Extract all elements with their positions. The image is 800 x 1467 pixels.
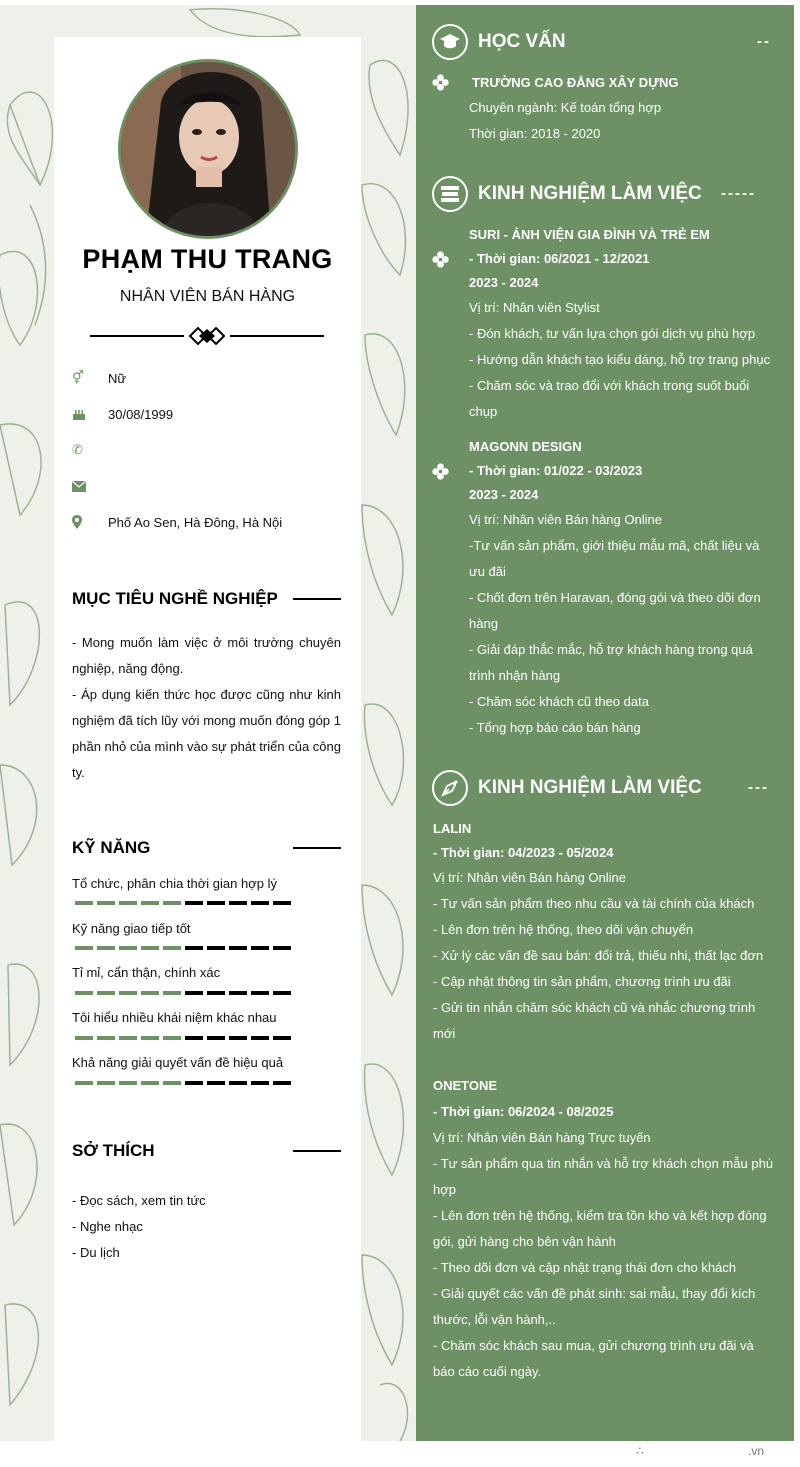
skill-segment-filled bbox=[75, 946, 93, 950]
skill-segment-filled bbox=[75, 901, 93, 905]
gender-icon: ⚥ bbox=[72, 370, 84, 385]
skill-segment-empty bbox=[273, 991, 291, 995]
avatar bbox=[118, 59, 298, 239]
experience2-header bbox=[432, 770, 702, 806]
job-position: Vị trí: Nhân viên Bán hàng Trực tuyến bbox=[433, 1130, 651, 1145]
education-dash: -- bbox=[757, 33, 771, 50]
skill-segment-filled bbox=[119, 1036, 137, 1040]
skill-segment-empty bbox=[251, 901, 269, 905]
job-duty: - Giải quyết các vấn đề phát sinh: sai mẫu, thay đổi kích bbox=[433, 1286, 756, 1301]
skill-segment-filled bbox=[119, 901, 137, 905]
skill-segment-empty bbox=[207, 1081, 225, 1085]
skill-segment-filled bbox=[163, 1081, 181, 1085]
job-duty: - Gửi tin nhắn chăm sóc khách cũ và nhắc chương trình bbox=[433, 1000, 756, 1015]
info-gender bbox=[72, 368, 126, 388]
job-duty: mới bbox=[433, 1026, 456, 1041]
objective-title-line bbox=[293, 598, 341, 600]
skill-segment-filled bbox=[141, 901, 159, 905]
job-duty: gói, gửi hàng cho bên vận hành bbox=[433, 1234, 616, 1249]
job-duty: chụp bbox=[469, 404, 498, 419]
skill-segment-empty bbox=[251, 946, 269, 950]
info-email bbox=[72, 476, 108, 496]
job-time: - Thời gian: 04/2023 - 05/2024 bbox=[433, 845, 614, 860]
skill-segment-empty bbox=[185, 946, 203, 950]
skill-segment-filled bbox=[141, 946, 159, 950]
skill-label: Tổ chức, phân chia thời gian hợp lý bbox=[72, 876, 277, 891]
hobby-item: - Nghe nhạc bbox=[72, 1219, 143, 1234]
job-company: SURI - ẢNH VIỆN GIA ĐÌNH VÀ TRẺ EM bbox=[469, 227, 710, 242]
skill-segment-empty bbox=[185, 1036, 203, 1040]
skill-label: Tôi hiểu nhiều khái niệm khác nhau bbox=[72, 1010, 277, 1025]
job-duty: - Chốt đơn trên Haravan, đóng gói và theo dõi đơn bbox=[469, 590, 761, 605]
skills-title: KỸ NĂNG bbox=[72, 838, 151, 857]
job-position: Vị trí: Nhân viên Bán hàng Online bbox=[469, 512, 662, 527]
skill-segment-empty bbox=[229, 991, 247, 995]
skill-segment-empty bbox=[185, 991, 203, 995]
flower-bullet-icon bbox=[432, 74, 449, 91]
skill-segment-filled bbox=[119, 946, 137, 950]
skill-level-bar bbox=[75, 1036, 291, 1040]
skill-level-bar bbox=[75, 901, 291, 905]
job-company: LALIN bbox=[433, 821, 472, 836]
skill-segment-empty bbox=[251, 1036, 269, 1040]
experience2-title: KINH NGHIỆM LÀM VIỆC bbox=[478, 777, 702, 798]
skill-segment-empty bbox=[229, 1081, 247, 1085]
job-duty: hợp bbox=[433, 1182, 456, 1197]
skill-segment-filled bbox=[119, 991, 137, 995]
skill-segment-empty bbox=[229, 1036, 247, 1040]
job-duty: - Lên đơn trên hệ thống, theo dõi vận chuyển bbox=[433, 922, 694, 937]
job-duty: ưu đãi bbox=[469, 564, 506, 579]
skill-segment-filled bbox=[163, 901, 181, 905]
job-position: Vị trí: Nhân viên Bán hàng Online bbox=[433, 870, 626, 885]
job-duty: - Đón khách, tư vấn lựa chọn gói dịch vụ phù hợp bbox=[469, 326, 756, 341]
skill-segment-empty bbox=[273, 1036, 291, 1040]
objective-line-1: - Mong muốn làm việc ở môi trường chuyên nghiệp, năng động. bbox=[72, 635, 341, 676]
experience1-title: KINH NGHIỆM LÀM VIỆC bbox=[478, 183, 702, 204]
job-duty: - Tổng hợp báo cáo bán hàng bbox=[469, 720, 641, 735]
skills-title-line bbox=[293, 847, 341, 849]
skill-segment-filled bbox=[163, 946, 181, 950]
hobbies-title-line bbox=[293, 1150, 341, 1152]
map-pin-icon bbox=[72, 515, 108, 529]
birthday-cake-icon bbox=[72, 407, 108, 421]
objective-title: MỤC TIÊU NGHỀ NGHIỆP bbox=[72, 589, 278, 608]
skill-label: Tỉ mỉ, cẩn thận, chính xác bbox=[72, 965, 221, 980]
skill-segment-empty bbox=[207, 991, 225, 995]
skill-level-bar bbox=[75, 991, 291, 995]
job-years: 2023 - 2024 bbox=[469, 275, 539, 290]
job-duty: - Xử lý các vấn đề sau bán: đổi trả, thiếu nhi, thất lạc đơn bbox=[433, 948, 764, 963]
skill-segment-filled bbox=[163, 1036, 181, 1040]
job-duty: - Cập nhật thông tin sản phẩm, chương trình ưu đãi bbox=[433, 974, 731, 989]
job-duty: - Tư sản phẩm qua tin nhắn và hỗ trợ khách chọn mẫu phù bbox=[433, 1156, 774, 1171]
job-duty: hàng bbox=[469, 616, 498, 631]
divider-ornament-icon bbox=[90, 326, 324, 346]
hobby-item: - Đọc sách, xem tin tức bbox=[72, 1193, 206, 1208]
address-value: Phố Ao Sen, Hà Đông, Hà Nội bbox=[108, 514, 283, 530]
skill-segment-empty bbox=[251, 991, 269, 995]
job-time: - Thời gian: 06/2024 - 08/2025 bbox=[433, 1104, 614, 1119]
skill-segment-filled bbox=[75, 1081, 93, 1085]
skill-segment-filled bbox=[97, 1081, 115, 1085]
skill-segment-empty bbox=[207, 946, 225, 950]
job-duty: - Lên đơn trên hệ thống, kiểm tra tồn kho và kết hợp đóng bbox=[433, 1208, 767, 1223]
portrait-photo-icon bbox=[121, 62, 295, 236]
skill-level-bar bbox=[75, 946, 291, 950]
skill-segment-empty bbox=[207, 1036, 225, 1040]
hobbies-title: SỞ THÍCH bbox=[72, 1141, 155, 1160]
job-company: ONETONE bbox=[433, 1078, 498, 1093]
skill-segment-empty bbox=[185, 901, 203, 905]
education-time: Thời gian: 2018 - 2020 bbox=[469, 126, 601, 141]
skill-segment-filled bbox=[141, 1036, 159, 1040]
birthday-value: 30/08/1999 bbox=[108, 406, 174, 422]
skill-segment-empty bbox=[229, 901, 247, 905]
skill-segment-empty bbox=[273, 946, 291, 950]
skill-level-bar bbox=[75, 1081, 291, 1085]
skill-segment-empty bbox=[273, 1081, 291, 1085]
job-time: - Thời gian: 01/022 - 03/2023 bbox=[469, 463, 643, 478]
education-title: HỌC VẤN bbox=[478, 31, 566, 52]
education-major: Chuyên ngành: Kế toán tổng hợp bbox=[469, 100, 662, 115]
experience1-dash: ----- bbox=[721, 185, 756, 202]
graduation-cap-icon bbox=[432, 24, 468, 60]
skill-segment-filled bbox=[141, 991, 159, 995]
skill-label: Khả năng giải quyết vấn đề hiệu quả bbox=[72, 1055, 284, 1070]
job-duty: -Tư vấn sản phẩm, giới thiệu mẫu mã, chất liệu và bbox=[469, 538, 760, 553]
envelope-icon bbox=[72, 481, 108, 492]
job-company: MAGONN DESIGN bbox=[469, 439, 582, 454]
objective-line-2: - Áp dụng kiến thức học được cũng như kinh nghiệm đã tích lũy với mong muốn đóng góp 1 phần nhỏ của mình vào sự phát triển của công ty. bbox=[72, 687, 341, 780]
job-duty: - Theo dõi đơn và cập nhật trạng thái đơn cho khách bbox=[433, 1260, 737, 1275]
education-school: TRƯỜNG CAO ĐẲNG XÂY DỰNG bbox=[472, 75, 679, 90]
skill-segment-filled bbox=[75, 1036, 93, 1040]
skill-segment-filled bbox=[141, 1081, 159, 1085]
skill-segment-filled bbox=[97, 991, 115, 995]
flower-bullet-icon bbox=[432, 251, 449, 268]
skill-segment-empty bbox=[273, 901, 291, 905]
skill-segment-empty bbox=[229, 946, 247, 950]
footer-domain: .vn bbox=[748, 1444, 765, 1458]
job-duty: - Chăm sóc và trao đổi với khách trong suốt buổi bbox=[469, 378, 750, 393]
info-birthday bbox=[72, 404, 173, 424]
skill-segment-empty bbox=[207, 901, 225, 905]
footer-mark: ∴ bbox=[636, 1444, 644, 1458]
job-position: Vị trí: Nhân viên Stylist bbox=[469, 300, 600, 315]
hobby-item: - Du lịch bbox=[72, 1245, 120, 1260]
phone-icon: ✆ bbox=[72, 442, 83, 457]
job-duty: báo cáo cuối ngày. bbox=[433, 1364, 542, 1379]
candidate-name: PHẠM THU TRANG bbox=[82, 244, 333, 274]
skill-segment-filled bbox=[97, 1036, 115, 1040]
job-duty: thước, lỗi vận hành,.. bbox=[433, 1312, 556, 1327]
education-header bbox=[432, 24, 566, 60]
job-duty: - Tư vấn sản phẩm theo nhu cầu và tài chính của khách bbox=[433, 896, 755, 911]
skill-label: Kỹ năng giao tiếp tốt bbox=[72, 921, 191, 936]
skill-segment-filled bbox=[97, 946, 115, 950]
skill-segment-filled bbox=[97, 901, 115, 905]
gender-value: Nữ bbox=[108, 370, 127, 386]
books-icon bbox=[432, 176, 468, 212]
info-address bbox=[72, 512, 282, 532]
job-duty: - Hướng dẫn khách tạo kiểu dáng, hỗ trợ trang phục bbox=[469, 352, 771, 367]
info-phone bbox=[72, 440, 108, 460]
job-duty: - Chăm sóc khách sau mua, gửi chương trình ưu đãi và bbox=[433, 1338, 754, 1353]
job-years: 2023 - 2024 bbox=[469, 487, 539, 502]
job-time: - Thời gian: 06/2021 - 12/2021 bbox=[469, 251, 650, 266]
skill-segment-filled bbox=[119, 1081, 137, 1085]
skill-segment-filled bbox=[163, 991, 181, 995]
skill-segment-empty bbox=[251, 1081, 269, 1085]
skill-segment-empty bbox=[185, 1081, 203, 1085]
pen-nib-icon bbox=[432, 770, 468, 806]
skill-segment-filled bbox=[75, 991, 93, 995]
candidate-role: NHÂN VIÊN BÁN HÀNG bbox=[119, 288, 296, 305]
experience2-dash: --- bbox=[748, 779, 769, 796]
job-duty: - Chăm sóc khách cũ theo data bbox=[469, 694, 649, 709]
job-duty: trình nhận hàng bbox=[469, 668, 561, 683]
job-duty: - Giải đáp thắc mắc, hỗ trợ khách hàng trong quá bbox=[469, 642, 753, 657]
flower-bullet-icon bbox=[432, 463, 449, 480]
experience1-header bbox=[432, 176, 702, 212]
